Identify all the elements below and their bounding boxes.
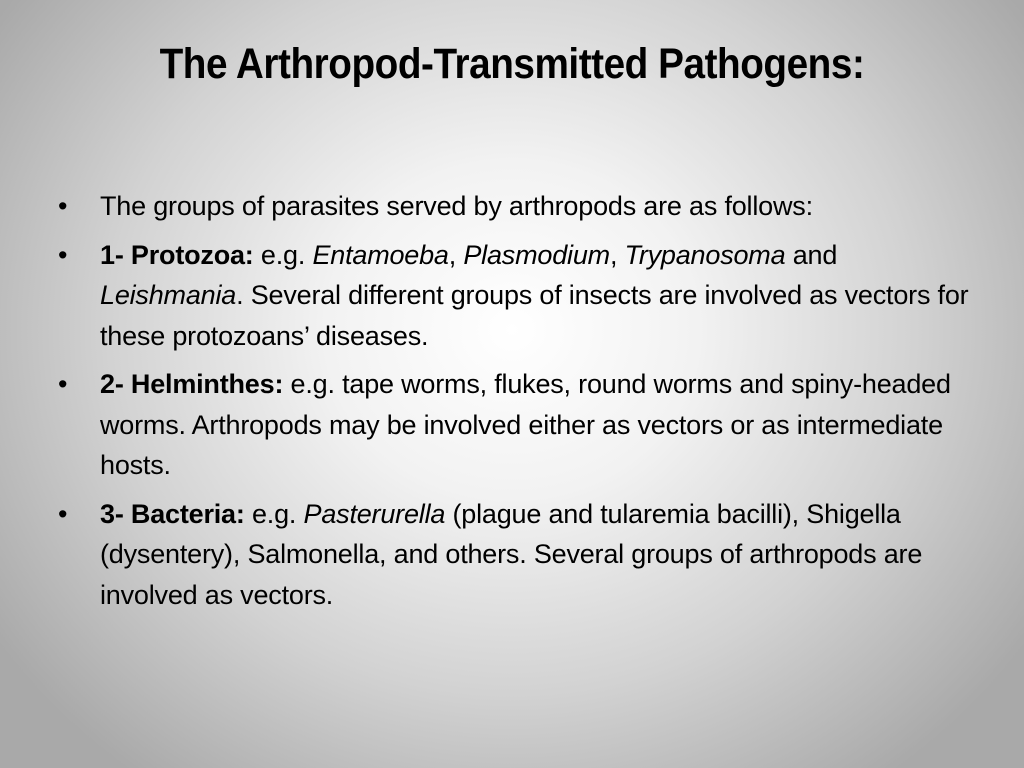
genus-trypanosoma: Trypanosoma bbox=[624, 239, 786, 270]
protozoa-sep-2: , bbox=[609, 239, 625, 270]
protozoa-sep-1: , bbox=[448, 239, 464, 270]
bullet-protozoa bbox=[58, 235, 978, 357]
bacteria-description: (plague and tularemia bacilli), Shigella (dysentery), Salmonella, and others. Several groups of arthropods are involved as vectors. bbox=[100, 498, 923, 610]
helminthes-description: e.g. tape worms, flukes, round worms and spiny-headed worms. Arthropods may be involved either as vectors or as intermediate hosts. bbox=[100, 369, 951, 480]
slide-title: The Arthropod-Transmitted Pathogens: bbox=[159, 40, 865, 88]
bacteria-eg: e.g. bbox=[244, 498, 304, 529]
bullet-bacteria bbox=[58, 494, 978, 616]
genus-entamoeba: Entamoeba bbox=[312, 239, 449, 270]
protozoa-and: and bbox=[785, 239, 838, 270]
genus-leishmania: Leishmania bbox=[100, 280, 237, 310]
protozoa-eg: e.g. bbox=[253, 239, 313, 270]
bullet-icon: • bbox=[58, 191, 68, 221]
protozoa-label: 1- Protozoa: bbox=[100, 239, 254, 270]
bullet-intro bbox=[58, 186, 978, 227]
bacteria-label: 3- Bacteria: bbox=[100, 498, 245, 529]
bullet-helminthes bbox=[58, 364, 978, 486]
bullet-intro-text: The groups of parasites served by arthropods are as follows: bbox=[100, 191, 813, 221]
genus-pasterurella: Pasterurella bbox=[303, 498, 446, 529]
helminthes-label: 2- Helminthes: bbox=[100, 369, 284, 399]
protozoa-description: . Several different groups of insects are involved as vectors for these protozoans’ diseases. bbox=[100, 280, 969, 351]
bullet-icon: • bbox=[58, 239, 68, 270]
genus-plasmodium: Plasmodium bbox=[463, 239, 610, 270]
bullet-list bbox=[58, 186, 978, 623]
bullet-icon: • bbox=[58, 498, 68, 529]
bullet-icon: • bbox=[58, 369, 68, 399]
